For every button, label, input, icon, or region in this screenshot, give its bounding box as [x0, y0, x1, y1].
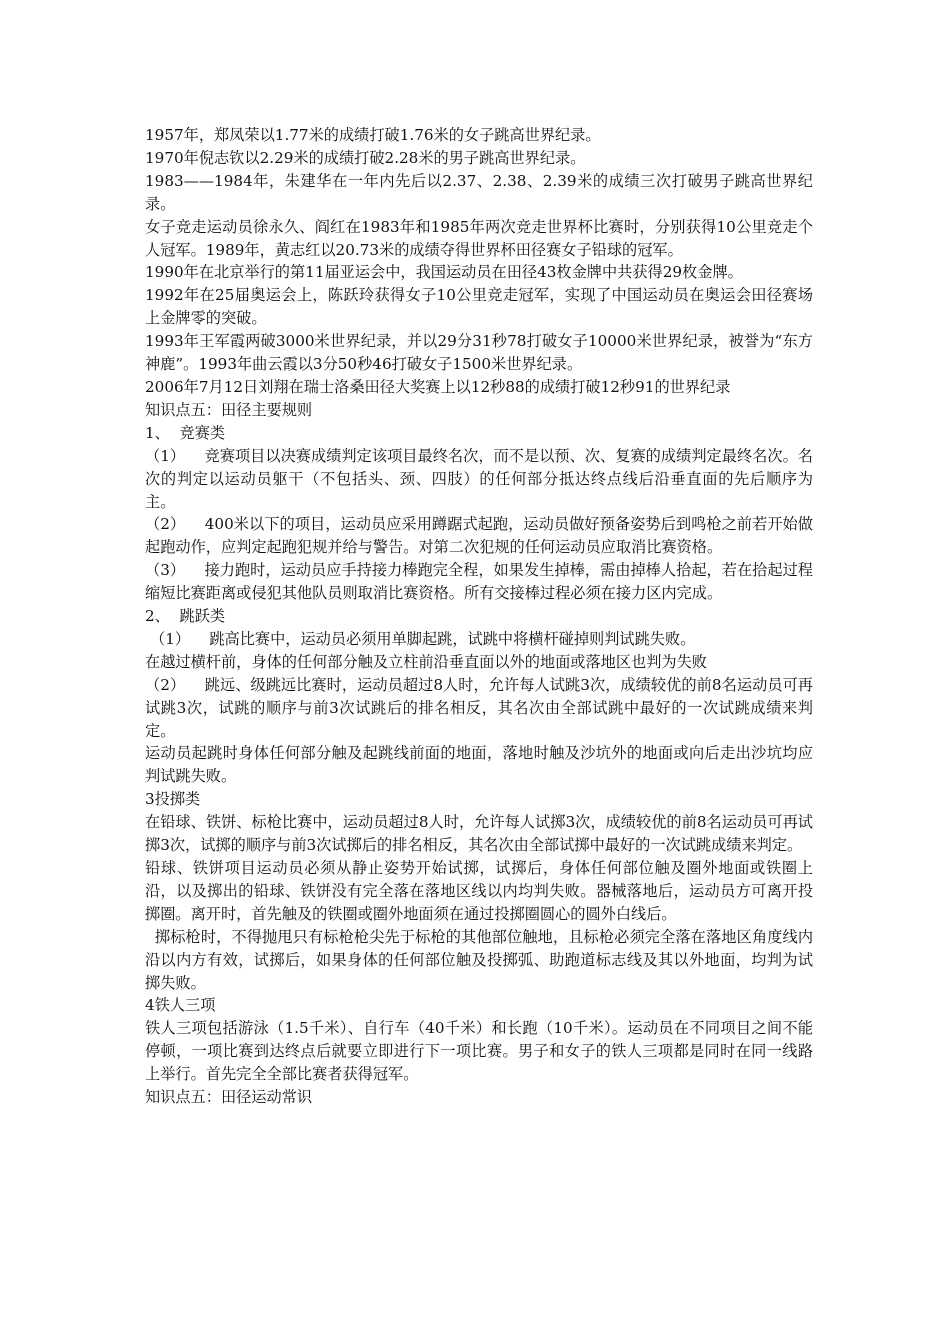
- paragraph: 在越过横杆前，身体的任何部分触及立柱前沿垂直面以外的地面或落地区也判为失败: [145, 652, 707, 671]
- paragraph: （2） 400米以下的项目，运动员应采用蹲踞式起跑，运动员做好预备姿势后到鸣枪之前若开始做起跑动作，应判定起跑犯规并给与警告。对第二次犯规的任何运动员应取消比赛资格。: [145, 515, 813, 557]
- paragraph: （2） 跳远、级跳远比赛时，运动员超过8人时，允许每人试跳3次，成绩较优的前8名运动员可再试跳3次，试跳的顺序与前3次试跳后的排名相反，其名次由全部试跳中最好的一次试跳成绩来判定。: [145, 675, 813, 740]
- document-body: [145, 124, 813, 1109]
- paragraph: 2006年7月12日刘翔在瑞士洛桑田径大奖赛上以12秒88的成绩打破12秒91的世界纪录: [145, 377, 731, 396]
- paragraph: （3） 接力跑时，运动员应手持接力棒跑完全程，如果发生掉棒，需由掉棒人拾起，若在拾起过程缩短比赛距离或侵犯其他队员则取消比赛资格。所有交接棒过程必须在接力区内完成。: [145, 561, 813, 603]
- paragraph: 在铅球、铁饼、标枪比赛中，运动员超过8人时，允许每人试掷3次，成绩较优的前8名运动员可再试掷3次，试掷的顺序与前3次试掷后的排名相反，其名次由全部试掷中最好的一次试跳成绩来判定。: [145, 813, 813, 855]
- section-heading: 知识点五：田径主要规则: [145, 400, 313, 419]
- paragraph: 铅球、铁饼项目运动员必须从静止姿势开始试掷，试掷后，身体任何部位触及圈外地面或铁圈上沿，以及掷出的铅球、铁饼没有完全落在落地区线以内均判失败。器械落地后，运动员方可离开投掷圈。离开时，首先触及的铁圈或圈外地面须在通过投掷圈圆心的圆外白线后。: [145, 859, 813, 923]
- paragraph: （1） 竞赛项目以决赛成绩判定该项目最终名次，而不是以预、次、复赛的成绩判定最终名次。名次的判定以运动员躯干（不包括头、颈、四肢）的任何部分抵达终点线后沿垂直面的先后顺序为主。: [145, 446, 813, 511]
- paragraph: 1970年倪志钦以2.29米的成绩打破2.28米的男子跳高世界纪录。: [145, 148, 586, 167]
- paragraph: 1990年在北京举行的第11届亚运会中，我国运动员在田径43枚金牌中共获得29枚金牌。: [145, 263, 743, 282]
- paragraph: 铁人三项包括游泳（1.5千米）、自行车（40千米）和长跑（10千米）。运动员在不同项目之间不能停顿，一项比赛到达终点后就要立即进行下一项比赛。男子和女子的铁人三项都是同时在同一线路上举行。首先完全全部比赛者获得冠军。: [145, 1019, 813, 1084]
- paragraph: 女子竞走运动员徐永久、阎红在1983年和1985年两次竞走世界杯比赛时，分别获得10公里竞走个人冠军。1989年，黄志红以20.73米的成绩夺得世界杯田径赛女子铅球的冠军。: [145, 217, 813, 259]
- paragraph: 掷标枪时，不得抛甩只有标枪枪尖先于标枪的其他部位触地，且标枪必须完全落在落地区角度线内沿以内方有效，试掷后，如果身体的任何部位触及投掷弧、助跑道标志线及其以外地面，均判为试掷失败。: [145, 927, 814, 992]
- subsection-heading: 3投掷类: [145, 790, 201, 809]
- paragraph: 1992年在25届奥运会上，陈跃玲获得女子10公里竞走冠军，实现了中国运动员在奥运会田径赛场上金牌零的突破。: [145, 286, 813, 328]
- paragraph: 1983——1984年，朱建华在一年内先后以2.37、2.38、2.39米的成绩三次打破男子跳高世界纪录。: [145, 171, 813, 213]
- paragraph: 1957年，郑凤荣以1.77米的成绩打破1.76米的女子跳高世界纪录。: [145, 126, 601, 144]
- subsection-heading: 2、 跳跃类: [145, 607, 226, 626]
- paragraph: 1993年王军霞两破3000米世界纪录，并以29分31秒78打破女子10000米世界纪录，被誉为“东方神鹿”。1993年曲云霞以3分50秒46打破女子1500米世界纪录。: [145, 332, 813, 374]
- section-heading: 知识点五：田径运动常识: [145, 1088, 313, 1107]
- subsection-heading: 4铁人三项: [145, 996, 216, 1015]
- paragraph: 运动员起跳时身体任何部分触及起跳线前面的地面，落地时触及沙坑外的地面或向后走出沙坑均应判试跳失败。: [145, 744, 813, 786]
- subsection-heading: 1、 竞赛类: [145, 423, 226, 442]
- paragraph: （1） 跳高比赛中，运动员必须用单脚起跳，试跳中将横杆碰掉则判试跳失败。: [150, 629, 696, 648]
